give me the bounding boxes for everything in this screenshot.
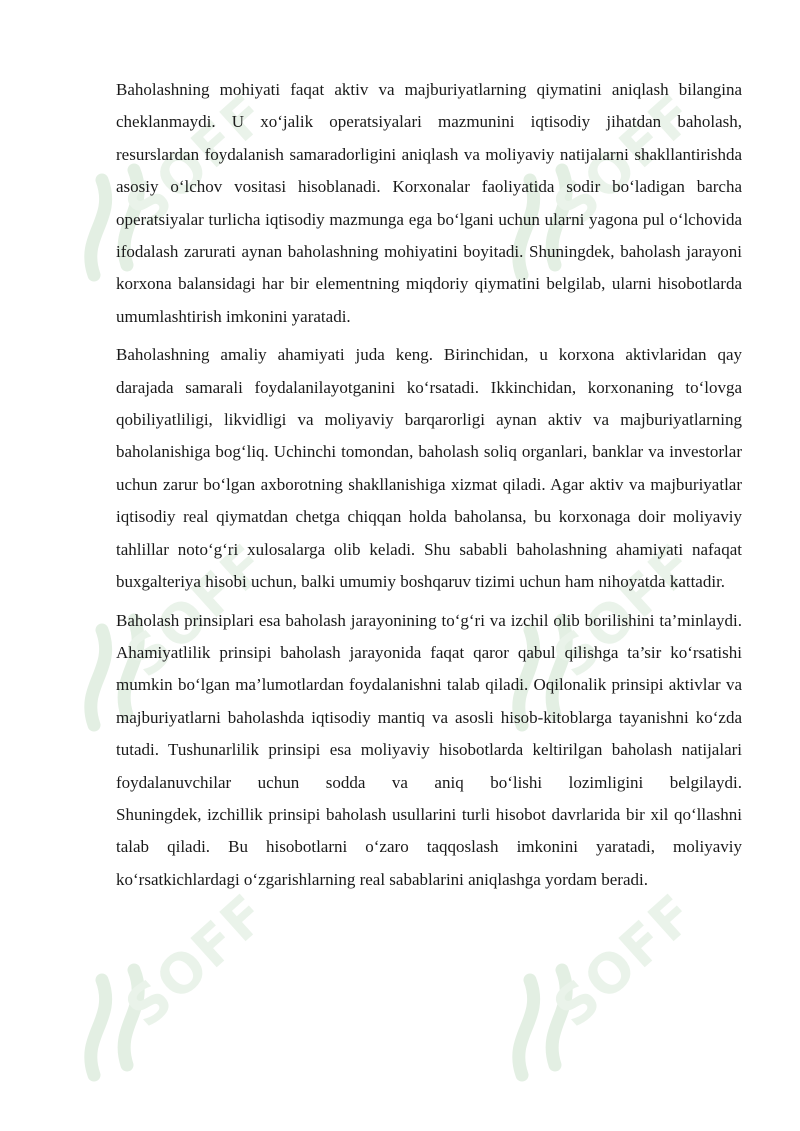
watermark-text: SOFF (541, 81, 708, 240)
paragraph-baholash-prinsiplari: Baholash prinsiplari esa baholash jarayonining to‘g‘ri va izchil olib borilishini ta’minlaydi. Ahamiyatlilik prinsipi baholash jarayonida faqat qaror qabul qilishga ta’sir ko‘rsatishi mumkin bo‘lgan ma’lumotlardan foydalanishni talab qiladi. Oqilonalik prinsipi aktivlar va majburiyatlarni baholashda iqtisodiy mantiq va asosli hisob-kitoblarga tayanishni ko‘zda tutadi. Tushunarlilik prinsipi esa moliyaviy hisobotlarda keltirilgan baholash natijalari foydalanuvchilar uchun sodda va aniq bo‘lishi lozimligini belgilaydi. (116, 610, 742, 792)
document-body (113, 74, 742, 902)
watermark-text: SOFF (113, 881, 280, 1040)
paragraph-baholash-mohiyati: Baholashning mohiyati faqat aktiv va majburiyatlarning qiymatini aniqlash bilangina cheklanmaydi. U xo‘jalik operatsiyalari mazmunini iqtisodiy jihatdan baholash, resurslardan foydalanish samaradorligini aniqlash va moliyaviy natijalarni shakllantirishda asosiy o‘lchov vositasi hisoblanadi. Korxonalar faoliyatida sodir bo‘ladigan barcha operatsiyalar turlicha iqtisodiy mazmunga ega bo‘lgani uchun ularni yagona pul o‘lchovida ifodalash zarurati aynan baholashning mohiyatini boyitadi. Shuningdek, baholash jarayoni korxona balansidagi har bir elementning miqdoriy qiymatini belgilab, ularni hisobotlarda umumlashtirish imkonini yaratadi. (116, 80, 742, 326)
soff-logo-icon (519, 970, 566, 1075)
watermark-text: SOFF (541, 881, 708, 1040)
soff-logo-icon (91, 970, 138, 1075)
watermark-text: SOFF (113, 531, 280, 690)
paragraph-izchillik-prinsipi: Shuningdek, izchillik prinsipi baholash usullarini turli hisobot davrlarida bir xil qo‘llashni talab qiladi. Bu hisobotlarni o‘zaro taqqoslash imkonini yaratadi, moliyaviy ko‘rsatkichlardagi o‘zgarishlarning real sabablarini aniqlashga yordam beradi. (116, 804, 742, 889)
watermark-text: SOFF (113, 81, 280, 240)
paragraph-amaliy-ahamiyati: Baholashning amaliy ahamiyati juda keng. Birinchidan, u korxona aktivlaridan qay darajada samarali foydalanilayotganini ko‘rsatadi. Ikkinchidan, korxonaning to‘lovga qobiliyatliligi, likvidligi va moliyaviy barqarorligi aynan aktiv va majburiyatlarning baholanishiga bog‘liq. Uchinchi tomondan, baholash soliq organlari, banklar va investorlar uchun zarur bo‘lgan axborotning shakllanishiga xizmat qiladi. Agar aktiv va majburiyatlar iqtisodiy real qiymatdan chetga chiqqan holda baholansa, bu korxonaga doir moliyaviy tahlillar noto‘g‘ri xulosalarga olib keladi. Shu sababli baholashning ahamiyati nafaqat buxgalteriya hisobi uchun, balki umumiy boshqaruv tizimi uchun ham nihoyatda kattadir. (116, 345, 742, 592)
watermark-text: SOFF (541, 531, 708, 690)
